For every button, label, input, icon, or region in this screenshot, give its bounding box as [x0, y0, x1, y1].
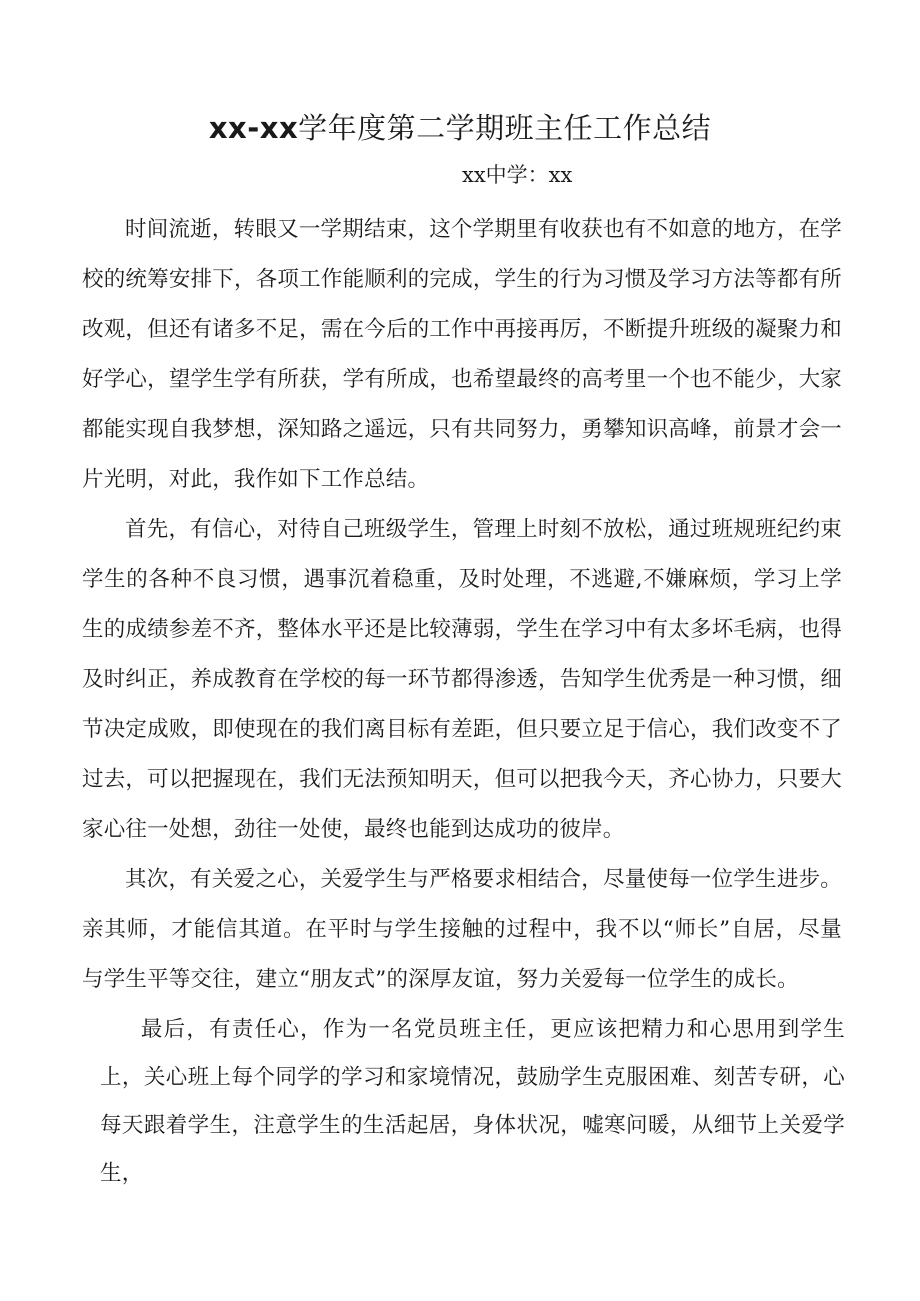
title-text: 学年度第二学期班主任工作总结: [298, 111, 712, 145]
title-year-range: xx-xx: [208, 111, 299, 145]
paragraph-first: 首先，有信心，对待自己班级学生，管理上时刻不放松，通过班规班纪约束学生的各种不良习惯，遇事沉着稳重，及时处理，不逃避,不嫌麻烦，学习上学生的成绩参差不齐，整体水平还是比较薄弱，学生在学习中有太多坏毛病，也得及时纠正，养成教育在学校的每一环节都得渗透，告知学生优秀是一种习惯，细节决定成败，即使现在的我们离目标有差距，但只要立足于信心，我们改变不了过去，可以把握现在，我们无法预知明天，但可以把我今天，齐心协力，只要大家心往一处想，劲往一处使，最终也能到达成功的彼岸。: [82, 517, 842, 842]
document-title: [0, 108, 920, 148]
paragraph-second: 其次，有关爱之心，关爱学生与严格要求相结合，尽量使每一位学生进步。亲其师，才能信其道。在平时与学生接触的过程中，我不以“师长”自居，尽量与学生平等交往，建立“朋友式”的深厚友谊，努力关爱每一位学生的成长。: [82, 867, 842, 992]
document-author: xx中学：xx: [462, 163, 573, 187]
paragraph-last: 最后，有责任心，作为一名党员班主任，更应该把精力和心思用到学生上，关心班上每个同学的学习和家境情况，鼓励学生克服困难、刻苦专研，心每天跟着学生，注意学生的生活起居，身体状况，嘘寒问暖，从细节上关爱学生，: [100, 1017, 845, 1186]
paragraph-intro: 时间流逝，转眼又一学期结束，这个学期里有收获也有不如意的地方，在学校的统筹安排下，各项工作能顺利的完成，学生的行为习惯及学习方法等都有所改观，但还有诸多不足，需在今后的工作中再接再厉，不断提升班级的凝聚力和好学心，望学生学有所获，学有所成，也希望最终的高考里一个也不能少，大家都能实现自我梦想，深知路之遥远，只有共同努力，勇攀知识高峰，前景才会一片光明，对此，我作如下工作总结。: [82, 217, 842, 492]
